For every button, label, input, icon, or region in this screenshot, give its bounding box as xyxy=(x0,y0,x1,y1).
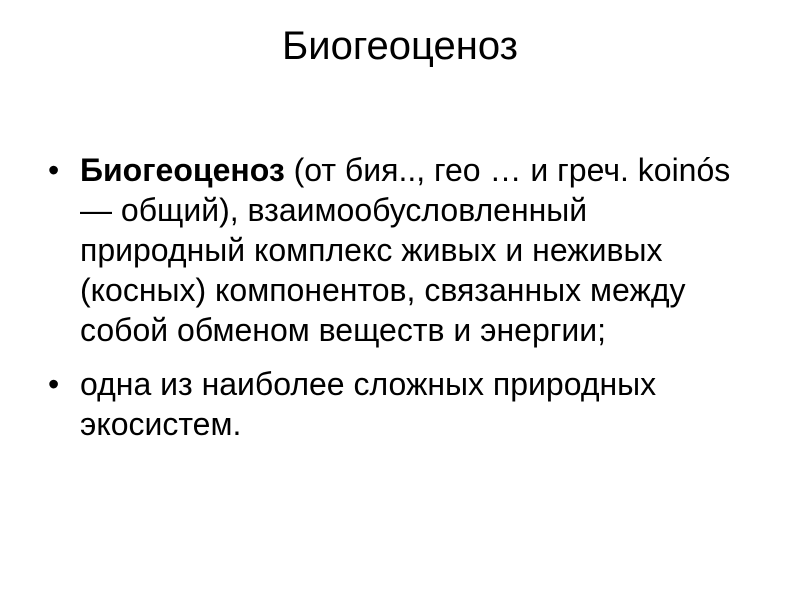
bullet-text: одна из наиболее сложных природных экосистем. xyxy=(80,366,657,442)
bullet-dot-icon: • xyxy=(48,366,60,402)
bullet-list xyxy=(48,150,748,458)
bullet-item-ecosystem xyxy=(48,364,748,444)
bullet-term: Биогеоценоз xyxy=(80,152,285,188)
bullet-dot-icon: • xyxy=(48,152,60,188)
slide-title: Биогеоценоз xyxy=(282,24,518,68)
bullet-item-definition xyxy=(48,150,748,350)
bullet-text: (от бия.., гео … и греч. koinós — общий), взаимообусловленный природный комплекс живых и неживых (косных) компонентов, связанных между собой обменом веществ и энергии; xyxy=(80,152,731,348)
